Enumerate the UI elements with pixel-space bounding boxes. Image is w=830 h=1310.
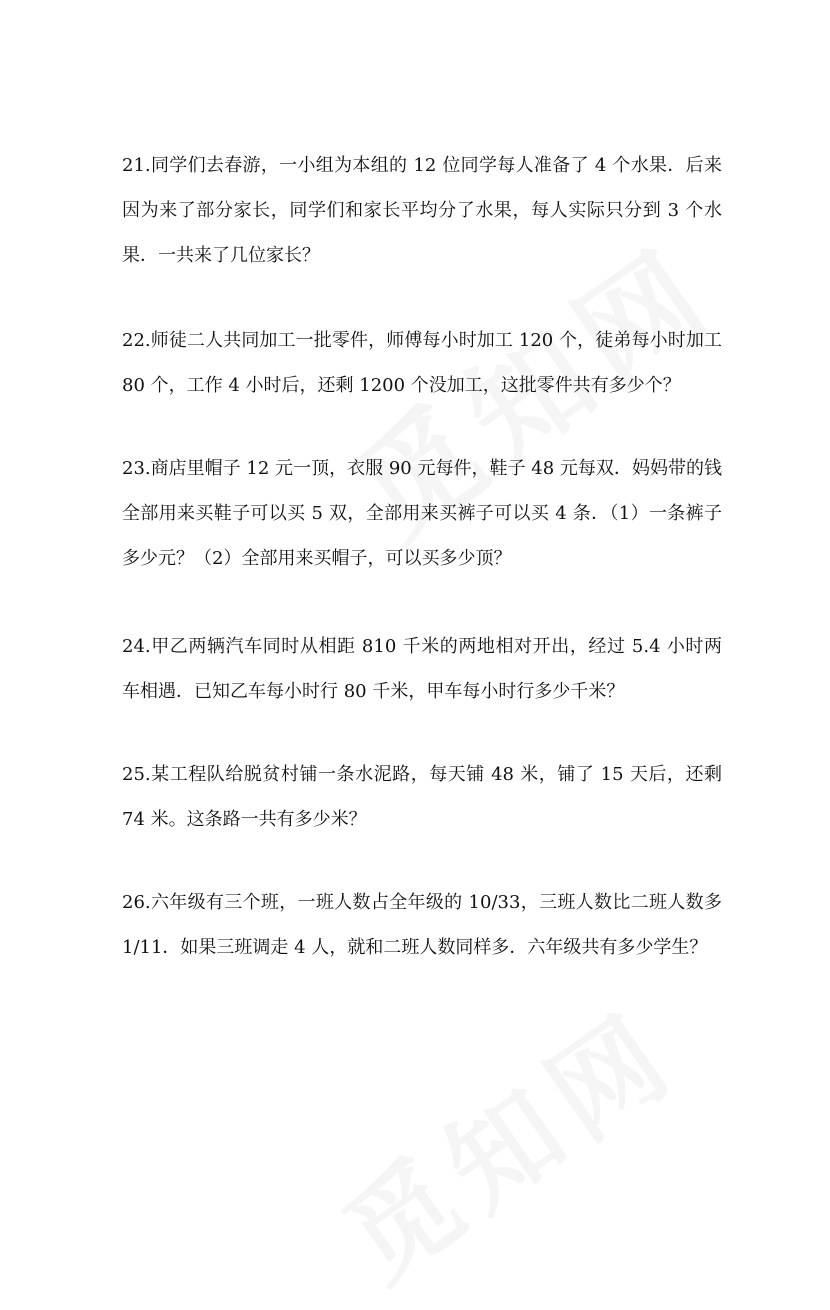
problem-21: 21.同学们去春游，一小组为本组的 12 位同学每人准备了 4 个水果．后来因为来了部分家长，同学们和家长平均分了水果，每人实际只分到 3 个水果．一共来了几位家长？ bbox=[122, 155, 722, 266]
problem-26: 26.六年级有三个班，一班人数占全年级的 10/33，三班人数比二班人数多 1/11．如果三班调走 4 人，就和二班人数同样多．六年级共有多少学生？ bbox=[122, 892, 722, 958]
watermark bbox=[308, 968, 703, 1310]
problem-22: 22.师徒二人共同加工一批零件，师傅每小时加工 120 个，徒弟每小时加工 80 个，工作 4 小时后，还剩 1200 个没加工，这批零件共有多少个？ bbox=[122, 330, 722, 396]
problem-24: 24.甲乙两辆汽车同时从相距 810 千米的两地相对开出，经过 5.4 小时两车相遇．已知乙车每小时行 80 千米，甲车每小时行多少千米？ bbox=[122, 636, 722, 702]
problem-25: 25.某工程队给脱贫村铺一条水泥路，每天铺 48 米，铺了 15 天后，还剩 74 米。这条路一共有多少米？ bbox=[122, 764, 722, 830]
problem-23: 23.商店里帽子 12 元一顶，衣服 90 元每件，鞋子 48 元每双．妈妈带的钱全部用来买鞋子可以买 5 双，全部用来买裤子可以买 4 条．（1）一条裤子多少元？（2）全部用来买帽子，可以买多少顶？ bbox=[122, 458, 722, 569]
